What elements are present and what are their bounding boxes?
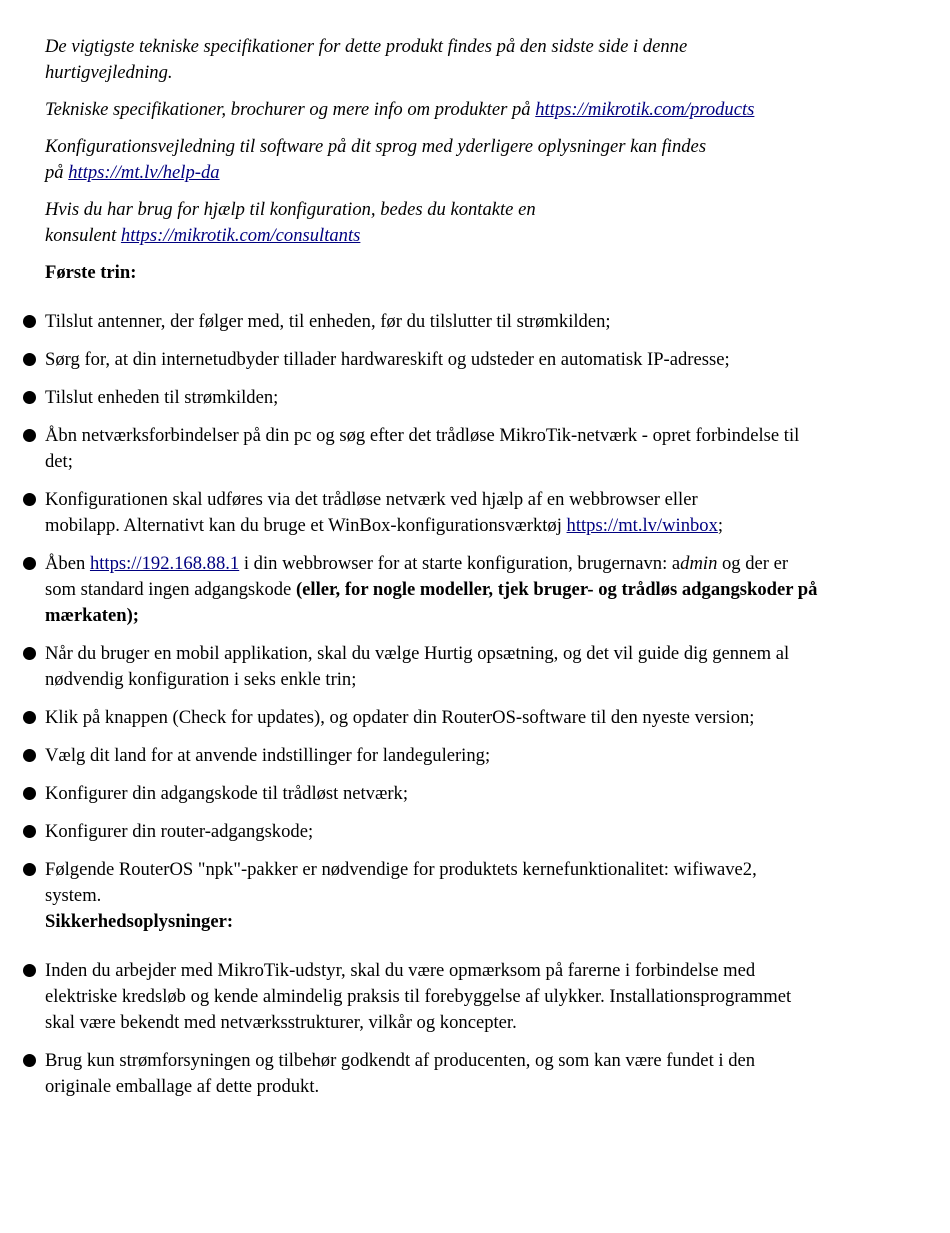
list-item-text xyxy=(45,487,723,539)
intro-specs-line1: De vigtigste tekniske specifikationer for dette produkt findes på den sidste side i denne xyxy=(45,36,688,57)
intro-specs-paragraph xyxy=(45,34,875,86)
list-item-text xyxy=(45,958,791,1036)
list-item-line: Åben xyxy=(45,553,90,574)
list-item-text: Sørg for, at din internetudbyder tillader hardwareskift og udsteder en automatisk IP-adresse; xyxy=(45,349,730,370)
bullet-icon xyxy=(23,964,36,977)
list-item-text: Tilslut antenner, der følger med, til enheden, før du tilslutter til strømkilden; xyxy=(45,311,611,332)
list-item-line: Åbn netværksforbindelser på din pc og søg efter det trådløse MikroTik-netværk - opret forbindelse til xyxy=(45,425,800,446)
list-item-line: Når du bruger en mobil applikation, skal du vælge Hurtig opsætning, og det vil guide dig gennem al xyxy=(45,643,790,664)
intro-products-paragraph xyxy=(45,97,875,123)
list-item-text xyxy=(45,1048,755,1100)
bullet-icon xyxy=(23,315,36,328)
list-item-line: og der er xyxy=(717,553,789,574)
list-item-line: Konfigurationen skal udføres via det trådløse netværk ved hjælp af en webbrowser eller xyxy=(45,489,698,510)
help-da-link[interactable]: https://mt.lv/help-da xyxy=(68,162,220,183)
list-item-text xyxy=(45,551,817,629)
list-item-text: Konfigurer din adgangskode til trådløst netværk; xyxy=(45,783,409,804)
list-item-line: originale emballage af dette produkt. xyxy=(45,1076,320,1097)
list-item-line: elektriske kredsløb og kende almindelig praksis til forebyggelse af ulykker. Installationsprogrammet xyxy=(45,986,792,1007)
admin-username: dmin xyxy=(680,553,718,574)
bullet-icon xyxy=(23,353,36,366)
list-item-line: system. xyxy=(45,885,102,906)
router-ip-link[interactable]: https://192.168.88.1 xyxy=(89,553,240,574)
list-item-line: skal være bekendt med netværksstrukturer, vilkår og koncepter. xyxy=(45,1012,517,1033)
list-item-text xyxy=(45,641,789,693)
consultants-link[interactable]: https://mikrotik.com/consultants xyxy=(120,225,361,246)
intro-consultant-line2: konsulent xyxy=(45,225,121,246)
list-item-line: Brug kun strømforsyningen og tilbehør godkendt af producenten, og som kan være fundet i den xyxy=(45,1050,756,1071)
bullet-icon xyxy=(23,647,36,660)
list-item-line: Følgende RouterOS "npk"-pakker er nødvendige for produktets kernefunktionalitet: wifiwave2, xyxy=(45,859,757,880)
first-steps-heading: Første trin: xyxy=(45,262,137,283)
intro-config-line1: Konfigurationsvejledning til software på dit sprog med yderligere oplysninger kan findes xyxy=(45,136,707,157)
list-item-text xyxy=(45,857,757,935)
list-item-line: mobilapp. Alternativt kan du bruge et WinBox-konfigurationsværktøj xyxy=(45,515,567,536)
bullet-icon xyxy=(23,749,36,762)
list-item-text: Tilslut enheden til strømkilden; xyxy=(45,387,279,408)
list-item-text xyxy=(45,423,799,475)
password-note: (eller, for nogle modeller, tjek bruger- og trådløs adgangskoder på xyxy=(295,579,818,600)
bullet-icon xyxy=(23,787,36,800)
bullet-icon xyxy=(23,391,36,404)
bullet-icon xyxy=(23,863,36,876)
products-link[interactable]: https://mikrotik.com/products xyxy=(535,99,755,120)
bullet-icon xyxy=(23,711,36,724)
list-item-text: Konfigurer din router-adgangskode; xyxy=(45,821,314,842)
list-item-line: nødvendig konfiguration i seks enkle trin; xyxy=(45,669,357,690)
list-item-line: som standard ingen adgangskode xyxy=(45,579,296,600)
list-item-text: Vælg dit land for at anvende indstillinger for landegulering; xyxy=(45,745,491,766)
list-item-line: det; xyxy=(45,451,73,472)
bullet-icon xyxy=(23,429,36,442)
bullet-icon xyxy=(23,557,36,570)
bullet-icon xyxy=(23,1054,36,1067)
list-item-line: Inden du arbejder med MikroTik-udstyr, skal du være opmærksom på farerne i forbindelse med xyxy=(45,960,756,981)
intro-specs-line2: hurtigvejledning. xyxy=(45,62,173,83)
list-item-text: Klik på knappen (Check for updates), og opdater din RouterOS-software til den nyeste version; xyxy=(45,707,755,728)
intro-products-text: Tekniske specifikationer, brochurer og mere info om produkter på xyxy=(45,99,536,120)
bullet-icon xyxy=(23,493,36,506)
intro-config-guide-paragraph xyxy=(45,134,875,186)
intro-consultant-paragraph xyxy=(45,197,875,249)
safety-heading: Sikkerhedsoplysninger: xyxy=(45,911,234,932)
list-item-line: i din webbrowser for at starte konfiguration, brugernavn: a xyxy=(239,553,681,574)
intro-consultant-line1: Hvis du har brug for hjælp til konfiguration, bedes du kontakte en xyxy=(45,199,536,220)
password-note-end: mærkaten); xyxy=(45,605,139,626)
list-item-line-end: ; xyxy=(717,515,724,536)
intro-config-line2: på xyxy=(45,162,69,183)
bullet-icon xyxy=(23,825,36,838)
winbox-link[interactable]: https://mt.lv/winbox xyxy=(566,515,718,536)
